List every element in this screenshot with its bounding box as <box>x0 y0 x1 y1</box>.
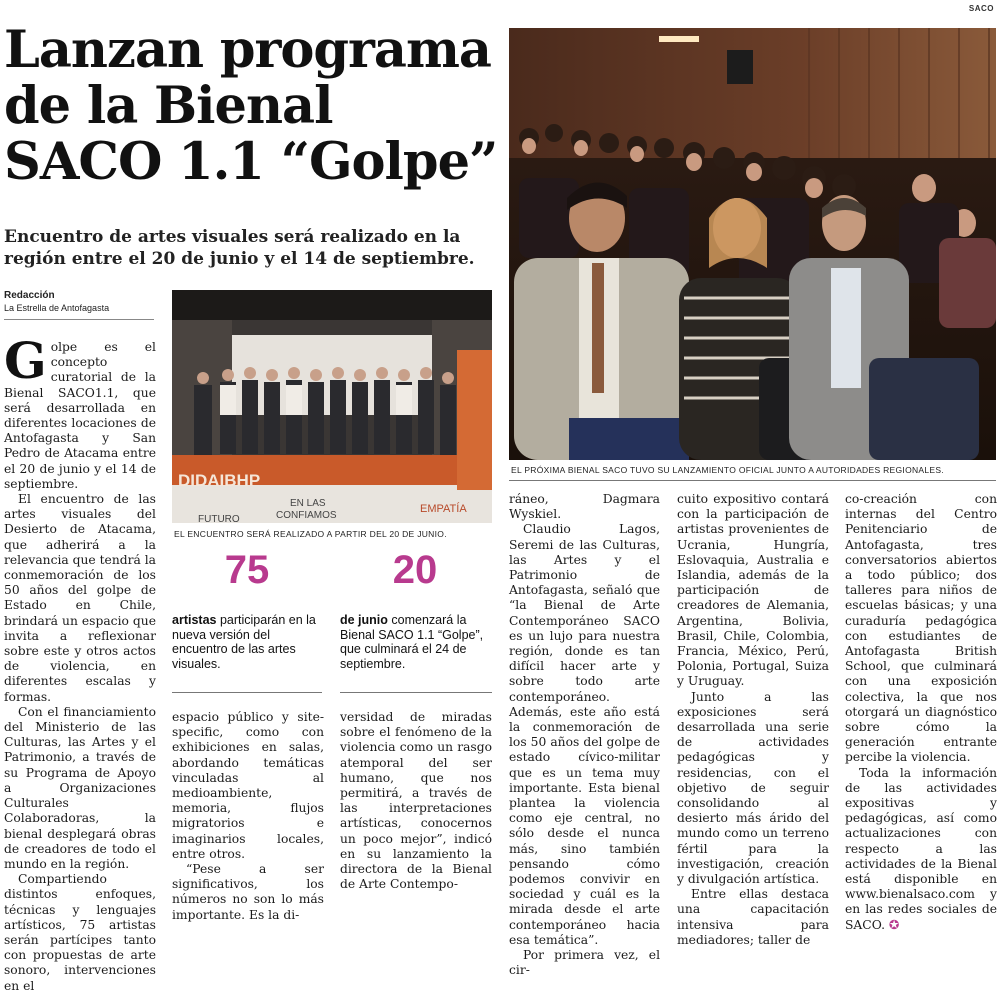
stat-body-20: comenzará la Bienal SACO 1.1 “Golpe”, que culminará el 24 de septiembre. <box>340 613 484 671</box>
group-photo-illustration <box>172 290 492 523</box>
stat-body-75: participarán en la nueva versión del encuentro de las artes visuales. <box>172 613 316 671</box>
col4-paragraph-2: Claudio Lagos, Seremi de las Culturas, las Artes y el Patrimonio de Antofagasta, señaló que “la Bienal de Arte Contemporáneo SACO es un lujo para nuestra región, donde es tan difícil hacer arte y sobre todo arte contemporáneo. Además, este año está la conmemoración de los 50 años del golpe de estado cívico-militar que es un tema muy importante. Esta bienal plantea la violencia como eje central, no sólo desde el nunca más, sino también pensando cómo podemos convivir en sociedad y cuál es la mirada desde el arte contemporáneo hacia esa temática”. <box>509 522 660 947</box>
main-photo <box>509 28 996 460</box>
wall-text-1: DIDAIBHP <box>178 471 261 490</box>
col1-paragraph-1 <box>4 331 156 492</box>
group-photo-caption: EL ENCUENTRO SERÁ REALIZADO A PARTIR DEL 20 DE JUNIO. <box>174 529 447 539</box>
col6-paragraph-2-text: Toda la información de las actividades expositivas y pedagógicas, así como actualizaciones con respecto a las actividades de la Bienal está disponible en www.bienalsaco.com y en las redes sociales de SACO. <box>845 765 997 932</box>
byline-publication: La Estrella de Antofagasta <box>4 303 110 313</box>
audience-photo-illustration <box>509 28 996 460</box>
col1-paragraph-1-text: olpe es el concepto curatorial de la Bienal SACO1.1, que será desarrollada en diferentes locaciones de Antofagasta y San Pedro de Atacama entre el 20 de junio y el 14 de septiembre. <box>4 340 156 491</box>
col1-paragraph-3: Con el financiamiento del Ministerio de las Culturas, las Artes y el Patrimonio, a través de su Programa de Apoyo a Organizaciones Culturales Colaboradoras, la bienal desplegará obras de creadores de todo el mundo en la región. <box>4 704 156 871</box>
body-column-6 <box>845 492 997 932</box>
caption-rule <box>509 480 996 481</box>
body-column-4 <box>509 492 660 978</box>
wall-text-3: EN LAS <box>290 498 326 509</box>
stat-text-20 <box>340 613 492 671</box>
col6-paragraph-1: co-creación con internas del Centro Penitenciario de Antofagasta, tres conversatorios abiertos a todo público; dos talleres para niños de escuelas básicas; y una curaduría pedagógica con estudiantes de Antofagasta British School, que culminará con una exposición colectiva, la que nos otorgará un diagnóstico sobre cómo la generación entrante percibe la violencia. <box>845 492 997 765</box>
end-mark-icon: ✪ <box>888 917 900 932</box>
stat-text-75 <box>172 613 322 671</box>
col6-paragraph-2 <box>845 766 997 933</box>
col5-paragraph-2: Junto a las exposiciones será desarrollada una serie de actividades pedagógicas y residencias, con el objetivo de seguir consolidando al desierto más árido del mundo como un terreno fértil para la investigación, creación y divulgación artística. <box>677 689 829 887</box>
col1-paragraph-2: El encuentro de las artes visuales del Desierto de Atacama, que adherirá a la relevancia que tendrá la conmemoración de los 50 años del golpe de Estado en Chile, brindará un espacio que invita a reflexionar sobre este y otros actos de violencia, en diferentes escalas y formas. <box>4 492 156 704</box>
col2-paragraph-1: espacio público y site-specific, como con exhibiciones en salas, abordando temáticas vinculadas al medioambiente, memoria, flujos migratorios e imaginarios locales, entre otros. <box>172 710 324 861</box>
drop-cap: G <box>4 331 47 390</box>
col4-paragraph-1: ráneo, Dagmara Wyskiel. <box>509 492 660 522</box>
headline: Lanzan programa de la Bienal SACO 1.1 “Golpe” <box>4 20 498 192</box>
byline-name: Redacción <box>4 290 55 301</box>
stat-bold-20: de junio <box>340 613 388 627</box>
wall-text-2: CONFIAMOS <box>276 510 337 521</box>
byline <box>4 290 154 320</box>
stat-bold-75: artistas <box>172 613 217 627</box>
col2-paragraph-2: “Pese a ser significativos, los números no son lo más importante. Es la di- <box>172 862 324 922</box>
col3-paragraph-1: versidad de miradas sobre el fenómeno de la violencia como un rasgo atemporal del ser humano, que nos permitirá, a través de las interpretaciones artísticas, conocernos un poco mejor”, indicó en su lanzamiento la directora de la Bienal de Arte Contempo- <box>340 710 492 892</box>
section-tag: SACO <box>968 4 994 13</box>
col5-paragraph-3: Entre ellas destaca una capacitación intensiva para mediadores; taller de <box>677 887 829 947</box>
wall-text-5: EMPATÍA <box>420 503 467 515</box>
stat-rule-1 <box>172 692 322 693</box>
col1-paragraph-4: Compartiendo distintos enfoques, técnicas y lenguajes artísticos, 75 artistas serán partícipes tanto con propuestas de arte sonoro, intervenciones en el <box>4 872 156 993</box>
body-column-2 <box>172 710 324 922</box>
stat-number-20: 20 <box>392 548 438 592</box>
col5-paragraph-1: cuito expositivo contará con la participación de artistas provenientes de Ucrania, Hungría, Eslovaquia, Australia e Islandia, además de la participación de creadores de Alemania, Argentina, Bolivia, Brasil, Chile, Colombia, Francia, México, Perú, Polonia, Portugal, Suiza y Uruguay. <box>677 492 829 689</box>
wall-text-4: FUTURO <box>198 514 240 525</box>
body-column-5 <box>677 492 829 947</box>
main-photo-caption: EL PRÓXIMA BIENAL SACO TUVO SU LANZAMIENTO OFICIAL JUNTO A AUTORIDADES REGIONALES. <box>511 465 945 475</box>
stat-number-75: 75 <box>224 548 270 592</box>
group-photo <box>172 290 492 523</box>
body-column-3 <box>340 710 492 892</box>
subhead: Encuentro de artes visuales será realizado en la región entre el 20 de junio y el 14 de septiembre. <box>4 227 475 269</box>
stat-rule-2 <box>340 692 492 693</box>
col4-paragraph-3: Por primera vez, el cir- <box>509 948 660 978</box>
body-column-1 <box>4 331 156 993</box>
